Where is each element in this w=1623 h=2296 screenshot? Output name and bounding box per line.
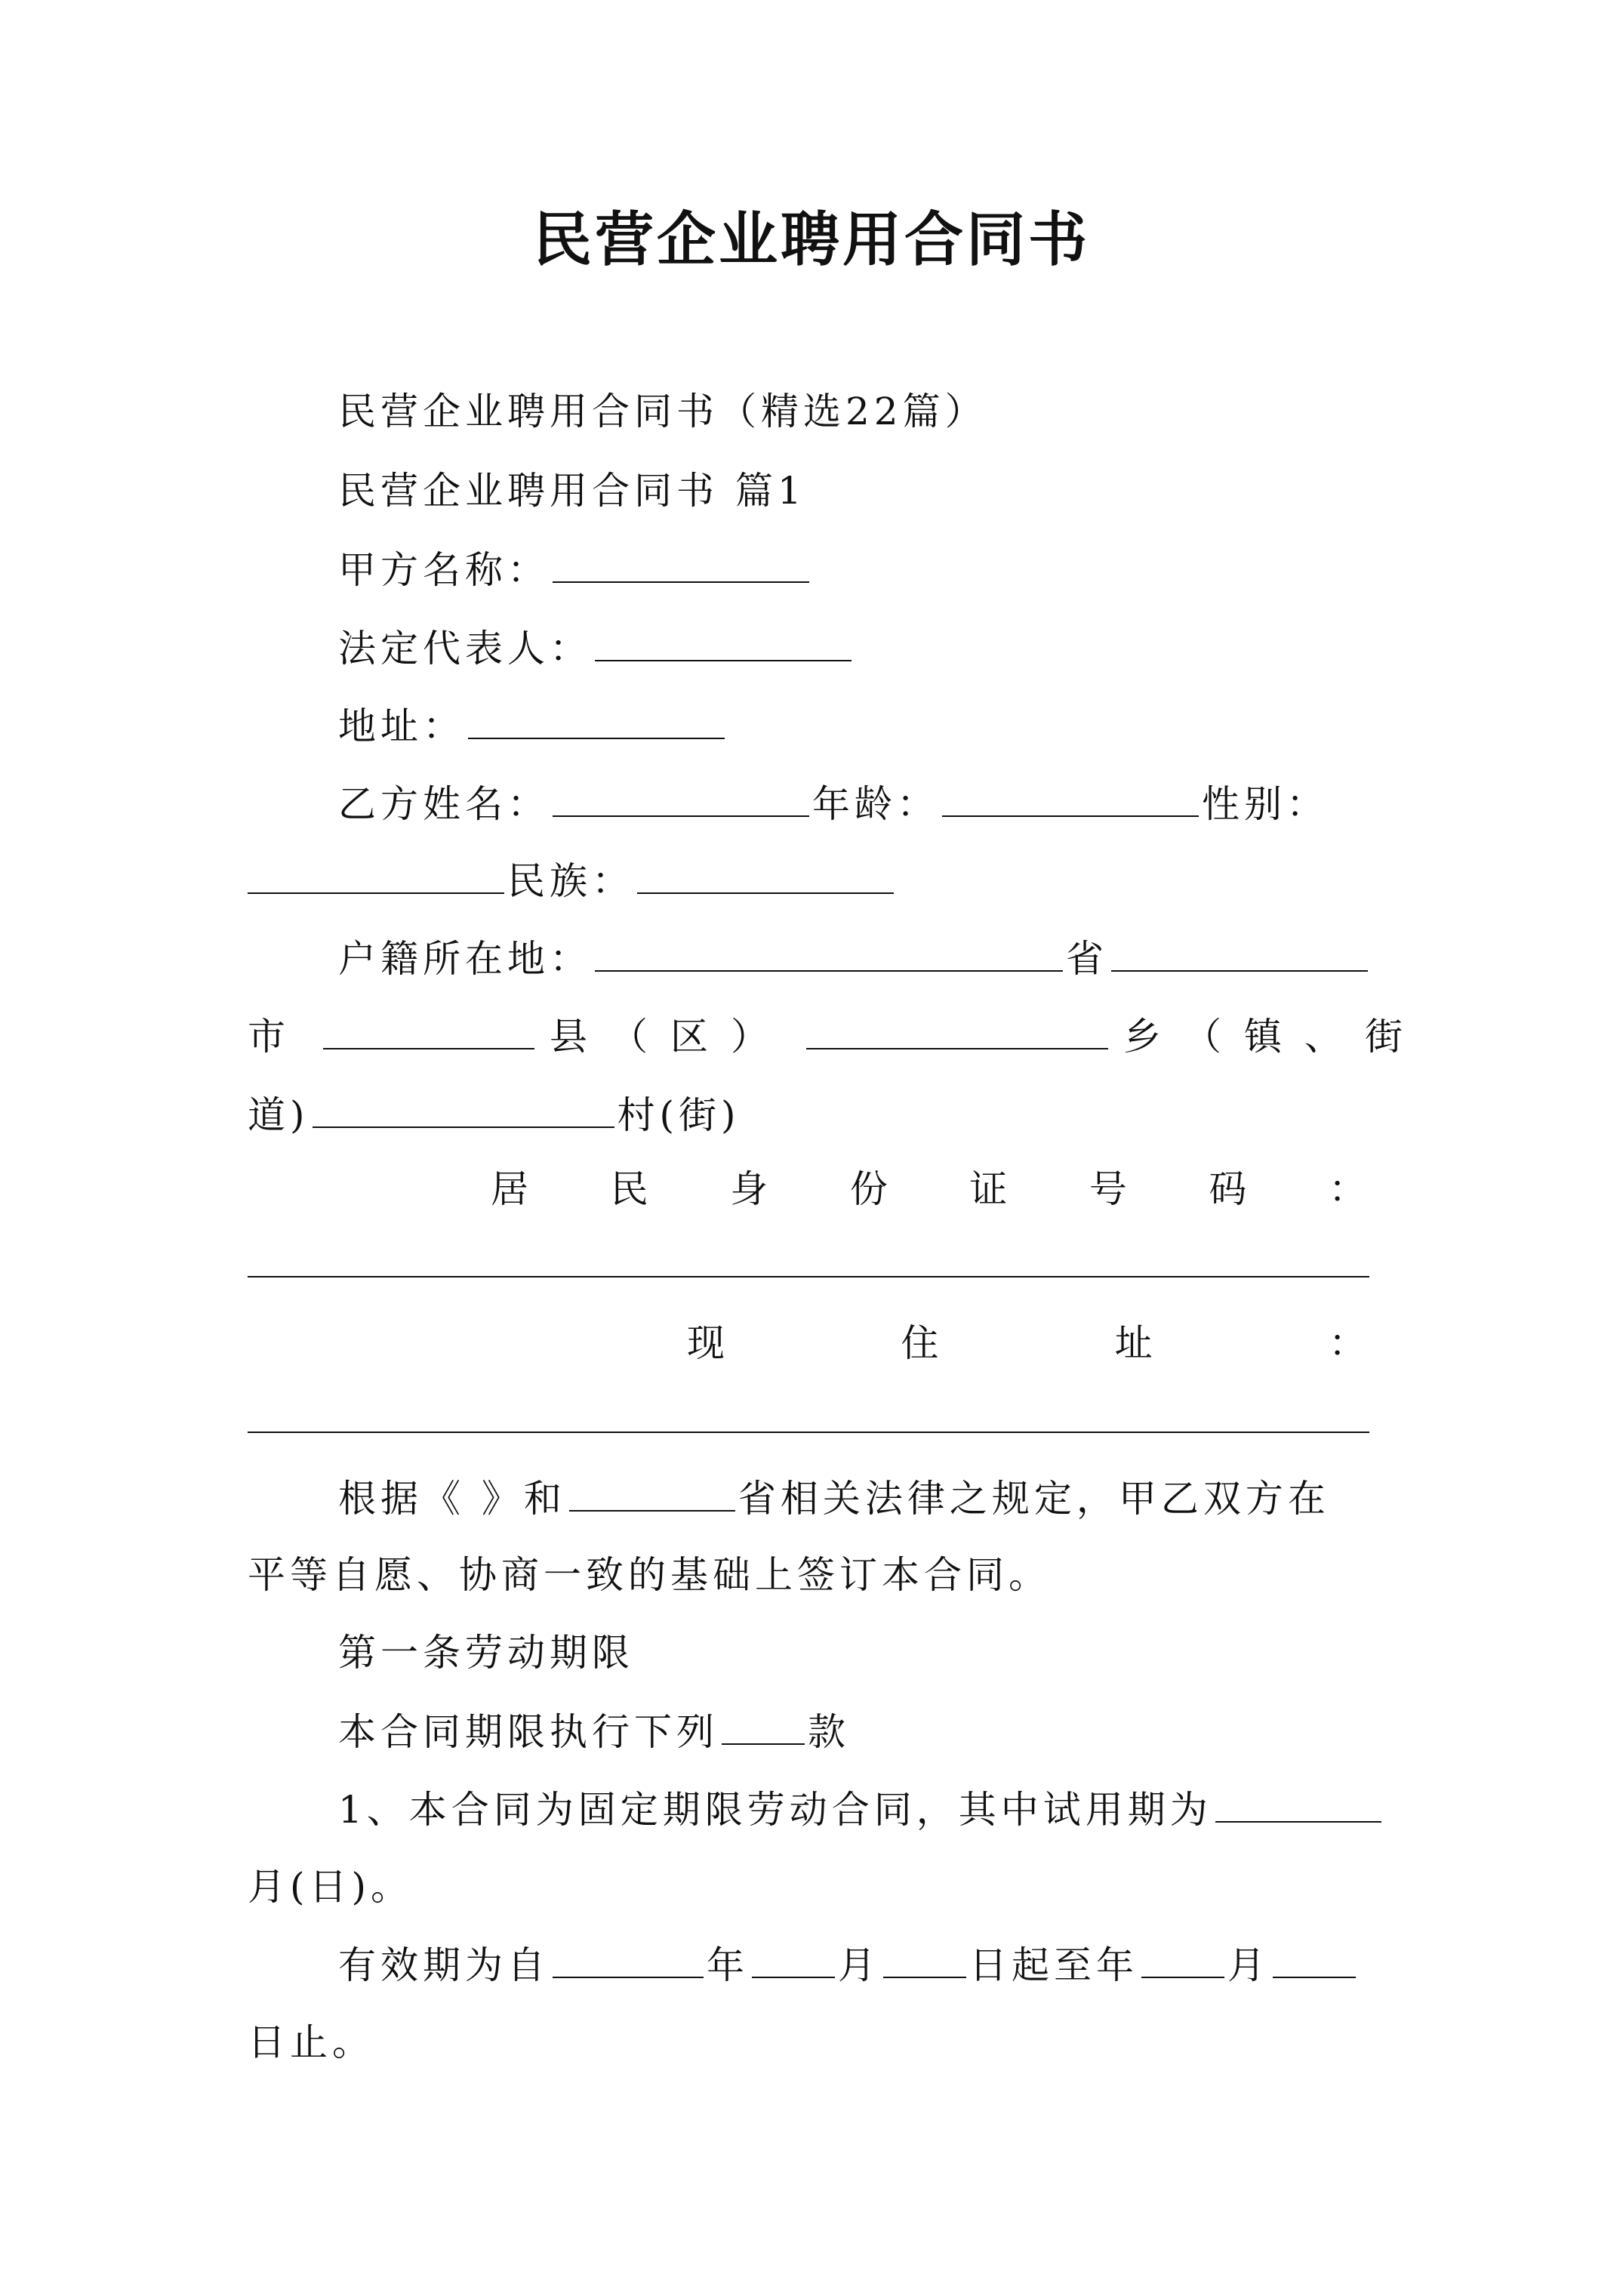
id-number-blank: [248, 1276, 1369, 1277]
valid-day2-blank: [1273, 1937, 1356, 1978]
party-b-age-blank: [942, 776, 1199, 817]
county-label: 县（区）: [550, 1015, 791, 1059]
province-label: 省: [1066, 937, 1108, 981]
subtitle: 民营企业聘用合同书（精选22篇）: [338, 390, 987, 433]
party-b-name-label: 乙方姓名：: [338, 782, 550, 826]
basis-province-blank: [569, 1471, 735, 1512]
probation-blank: [1215, 1782, 1381, 1823]
party-b-ethnicity-label: 民族：: [507, 859, 634, 903]
validity-end: 日止。: [248, 2020, 374, 2064]
section-heading: 民营企业聘用合同书 篇1: [338, 469, 806, 513]
id-label-char: ：: [1328, 1167, 1366, 1211]
term-clause-blank: [722, 1704, 805, 1745]
party-a-rep-blank: [595, 621, 852, 661]
valid-year-label: 年: [707, 1943, 749, 1987]
party-b-row2: [248, 853, 897, 908]
party-a-rep-label: 法定代表人：: [338, 627, 592, 670]
hukou-row-2: [248, 1009, 1425, 1063]
id-label-char: 份: [849, 1167, 888, 1211]
address-label-char: 住: [901, 1321, 939, 1365]
valid-day-blank: [883, 1937, 966, 1978]
basis-text-b: 省相关法律之规定，甲乙双方在: [738, 1477, 1330, 1521]
article1-heading: 第一条劳动期限: [338, 1631, 634, 1675]
address-label-char: ：: [1328, 1321, 1366, 1365]
article1-term-row: [338, 1704, 850, 1758]
village-label: 村(街): [617, 1093, 741, 1137]
validity-text: 有效期为自: [338, 1943, 550, 1987]
city-blank: [323, 1009, 534, 1049]
street-blank: [313, 1087, 614, 1128]
county-blank: [806, 1009, 1108, 1049]
article1-item1-row: [338, 1782, 1384, 1836]
party-a-name-row: [338, 542, 812, 596]
basis-text-a: 根据《 》和: [338, 1477, 566, 1521]
party-b-row1: [338, 776, 1329, 831]
id-label-char: 民: [610, 1167, 648, 1211]
id-label-char: 证: [969, 1167, 1008, 1211]
hukou-row: [338, 931, 1371, 985]
valid-year-blank: [553, 1937, 704, 1978]
hukou-row-3: [248, 1087, 741, 1142]
valid-month2-label: 月: [1227, 1943, 1270, 1987]
current-address-label-row: [687, 1317, 1366, 1370]
valid-day-from-label: 日起至年: [969, 1943, 1138, 1987]
hukou-label: 户籍所在地：: [338, 937, 592, 981]
party-a-address-row: [338, 698, 728, 753]
party-a-address-blank: [468, 698, 725, 739]
valid-month-blank: [752, 1937, 835, 1978]
id-label-char: 身: [730, 1167, 768, 1211]
city-label: 市: [248, 1015, 308, 1059]
validity-row: [338, 1937, 1359, 1992]
province-blank: [1111, 931, 1368, 972]
current-address-blank: [248, 1432, 1369, 1433]
article1-item1-end: 月(日)。: [248, 1865, 414, 1909]
party-b-name-blank: [553, 776, 809, 817]
item1-text: 1、本合同为固定期限劳动合同，其中试用期为: [338, 1788, 1212, 1832]
party-a-rep-row: [338, 621, 855, 675]
party-b-gender-label: 性别：: [1202, 782, 1329, 826]
document-title: 民营企业聘用合同书: [532, 205, 1090, 274]
term-text-a: 本合同期限执行下列: [338, 1710, 719, 1754]
id-label-char: 居: [491, 1167, 528, 1211]
party-b-gender-blank: [248, 853, 504, 894]
street-prefix: 道): [248, 1093, 310, 1137]
basis-line-2: 平等自愿、协商一致的基础上签订本合同。: [248, 1553, 1051, 1597]
term-text-b: 款: [808, 1710, 850, 1754]
basis-line-1: [338, 1471, 1330, 1525]
address-label-char: 址: [1114, 1321, 1153, 1365]
id-label-char: 号: [1089, 1167, 1127, 1211]
township-label: 乡（镇、街: [1123, 1015, 1425, 1059]
valid-month-label: 月: [838, 1943, 880, 1987]
party-a-name-blank: [553, 542, 809, 583]
address-label-char: 现: [687, 1321, 725, 1365]
party-a-address-label: 地址：: [338, 704, 465, 748]
party-a-name-label: 甲方名称：: [338, 548, 550, 592]
valid-month2-blank: [1141, 1937, 1224, 1978]
id-number-label-row: [491, 1163, 1366, 1216]
party-b-ethnicity-blank: [637, 853, 894, 894]
id-label-char: 码: [1209, 1167, 1247, 1211]
party-b-age-label: 年龄：: [812, 782, 939, 826]
hukou-blank: [595, 931, 1063, 972]
